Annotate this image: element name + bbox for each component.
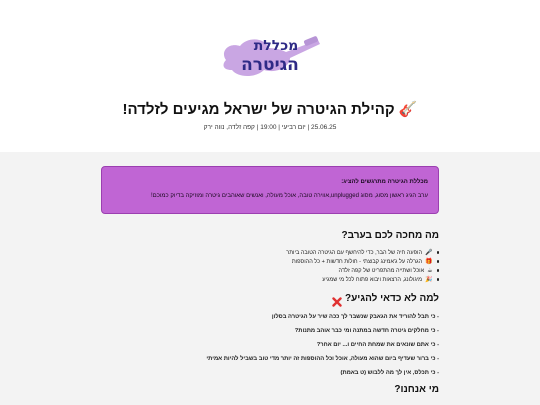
notice-body: ערב הגיג ראשון מסוג, מסוג unplugged,אווירה טובה, אוכל מעולה, ואנשים שאוהבים גיטרה ומוזיקה בדיוק כמוכם! [150, 193, 428, 199]
list-item: - כי ברור שעדיף ביום שהוא מעולה, אוכל וכל ההוספות זה יותר מדי טוב בשביל להיות אמיתי [206, 356, 439, 362]
list-item: 🎤הופעה חיה של הבר, כדי להיחשף עם הגיטרה הטובה ביותר [101, 249, 439, 258]
event-title [0, 100, 540, 118]
red-cross-icon [332, 294, 342, 304]
party-icon: 🎉 [425, 277, 433, 283]
evening-list [101, 249, 439, 285]
coffee-icon: ☕ [427, 268, 433, 274]
event-title-text: קהילת הגיטרה של ישראל מגיעים לזלדה! [122, 101, 395, 118]
section-heading-evening: מה מחכה לכם בערב? [341, 230, 439, 241]
list-item: - כי תכלס, אין לך מה ללבוש (ט באמת) [340, 370, 439, 376]
section-heading-why-not [101, 293, 439, 304]
why-not-heading-text: למה לא כדאי להגיע? [345, 293, 439, 304]
svg-text:הגיטרה: הגיטרה [241, 55, 299, 75]
guitar-logo-icon [218, 30, 322, 78]
notice-title: מכללת הגיטרה מתרגשים להציג: [341, 179, 428, 185]
list-item: - כי אתם שונאים את שמחת החיים ו... יום אחר? [316, 342, 439, 348]
microphone-icon: 🎤 [425, 250, 433, 256]
guitar-school-logo[interactable] [218, 30, 322, 78]
main-content [101, 166, 439, 395]
event-meta: 25.06.25 | יום רביעי | 19:00 | קפה זלדה, נווה ירק [203, 124, 337, 131]
list-item: - כי תבל להוריד את הגאבק שנשבר לך ככה שיר על הגיטרה בסלון [271, 314, 439, 320]
list-item: 🎁הגרלה על ג'אמינג קבוצתי - חולות חדשות + כל ההוספות [101, 258, 439, 267]
list-item: - כי מחלקים גיטרה חדשה במתנה ומי כבר אוהב מתנות? [294, 328, 439, 334]
page-header [0, 0, 540, 152]
section-heading-who: מי אנחנו? [394, 384, 439, 395]
svg-text:מכללת: מכללת [253, 38, 299, 54]
gift-icon: 🎁 [425, 259, 433, 265]
reasons-list [101, 310, 439, 380]
guitar-emoji-icon: 🎸 [398, 101, 418, 118]
list-item: 🎉מיגולונג, הרצאות ויבוא פתוח לכל מי שמגיע [101, 276, 439, 285]
intro-notice-box [101, 166, 439, 214]
list-item: ☕אוכל ושתייה מהתפריט של קפה זלדה [101, 267, 439, 276]
